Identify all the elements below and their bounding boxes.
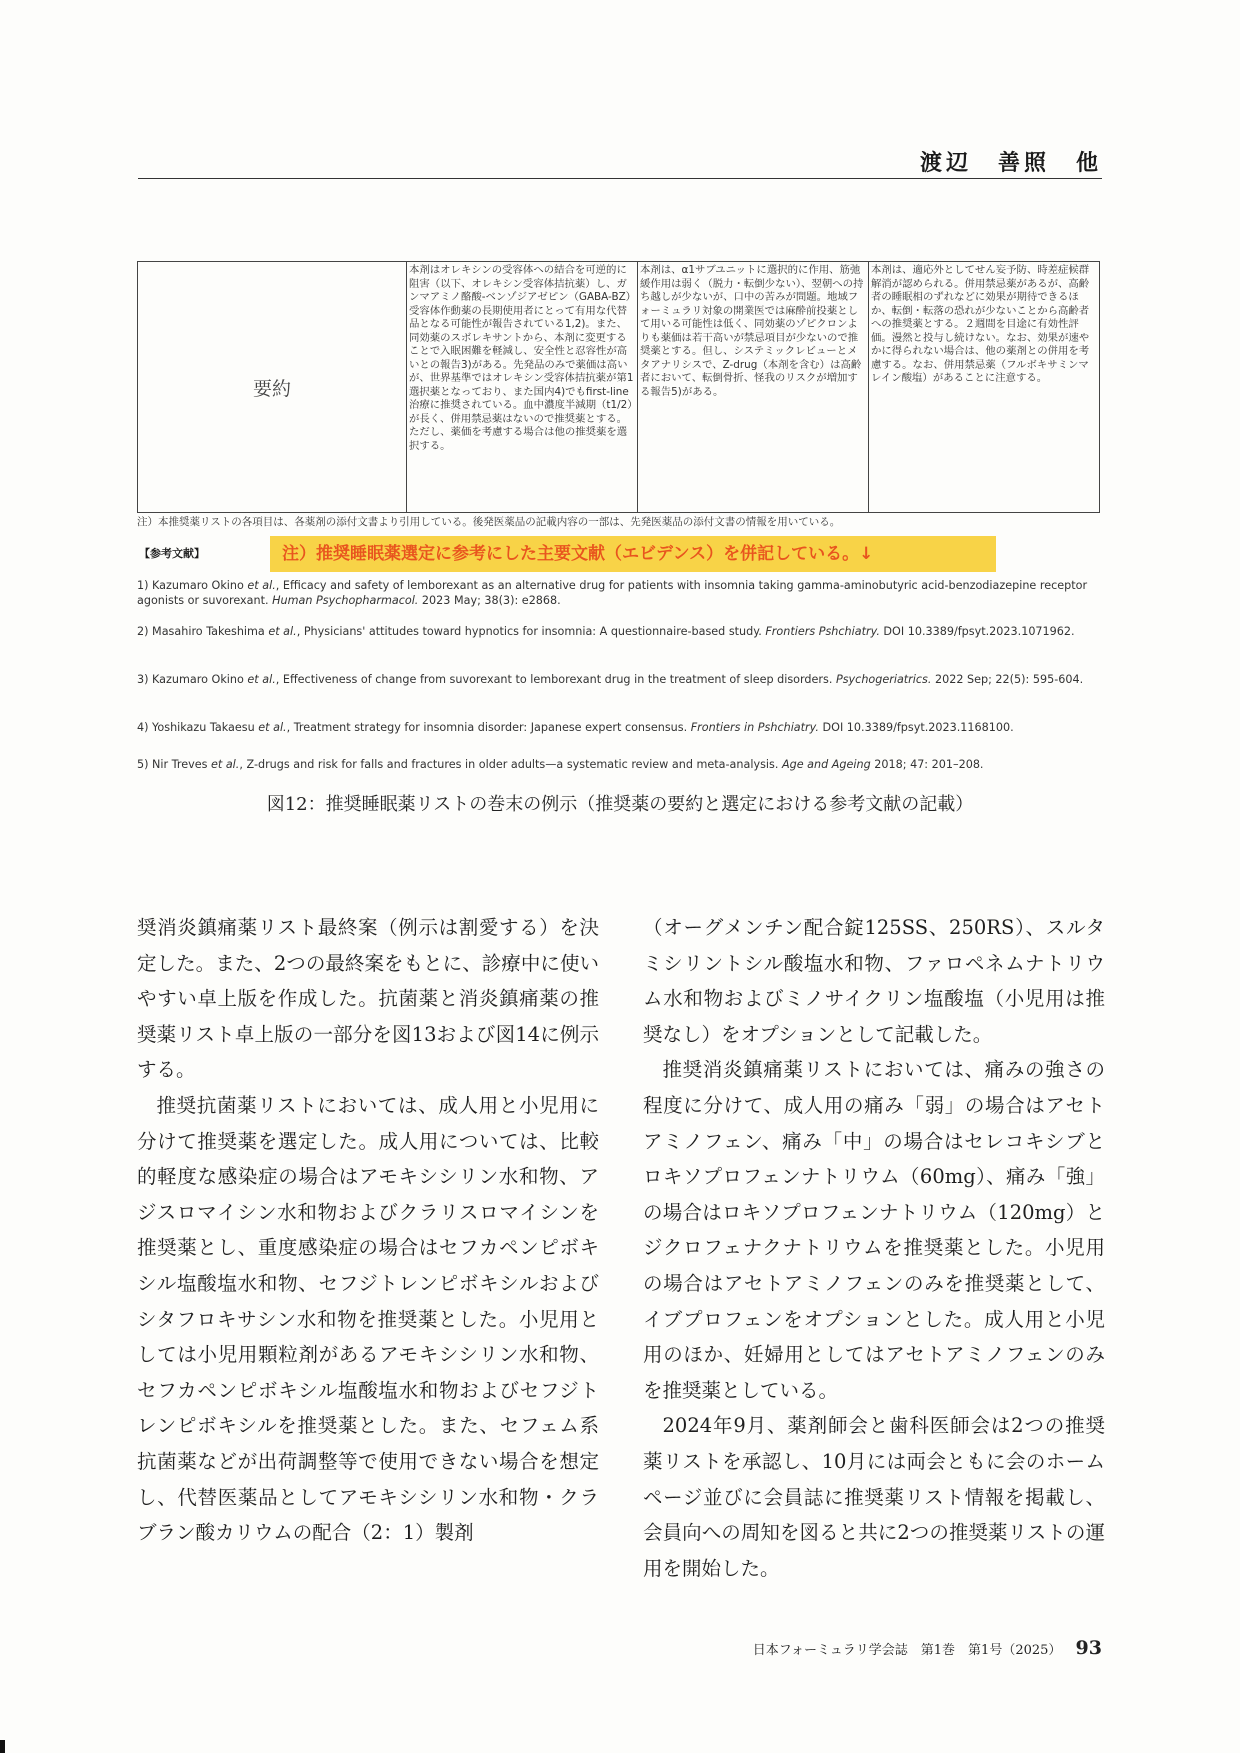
references-heading: 【参考文献】: [139, 547, 205, 560]
reference-item: 1) Kazumaro Okino et al., Efficacy and safety of lemborexant as an alternative drug for patients with insomnia taking gamma-aminobutyric acid-benzodiazepine receptor agonists or suvorexant. Human Psychopharmacol. 2023 May; 38(3): e2868.: [137, 579, 1088, 607]
references-highlight-note: 注）推奨睡眠薬選定に参考にした主要文献（エビデンス）を併記している。↓: [270, 536, 996, 572]
page-number: 93: [1075, 1637, 1102, 1659]
header-rule: [138, 178, 1102, 179]
figure-caption: 図12：推奨睡眠薬リストの巻末の例示（推奨薬の要約と選定における参考文献の記載）: [266, 794, 974, 815]
body-column-left: [137, 910, 599, 1551]
body-paragraph: 奨消炎鎮痛薬リスト最終案（例示は割愛する）を決定した。また、2つの最終案をもとに、診療中に使いやすい卓上版を作成した。抗菌薬と消炎鎮痛薬の推奨薬リスト卓上版の一部分を図13および図14に例示する。: [137, 916, 599, 1082]
table-note: 注）本推奨薬リストの各項目は、各薬剤の添付文書より引用している。後発医薬品の記載内容の一部は、先発医薬品の添付文書の情報を用いている。: [137, 516, 841, 528]
reference-item: 3) Kazumaro Okino et al., Effectiveness of change from suvorexant to lemborexant drug in the treatment of sleep disorders. Psychogeriatrics. 2022 Sep; 22(5): 595-604.: [137, 673, 1084, 686]
summary-table: [137, 261, 1100, 513]
summary-cell-lemborexant: 本剤はオレキシンの受容体への結合を可逆的に阻害（以下、オレキシン受容体拮抗薬）し、ガンマアミノ酪酸-ベンゾジアゼピン（GABA-BZ）受容体作動薬の長期使用者にとって有用な代替品となる可能性が報告されている1,2)。また、同効薬のスボレキサントから、本剤に変更することで入眠困難を軽減し、安全性と忍容性が高いとの報告3)がある。先発品のみで薬価は高いが、世界基準ではオレキシン受容体拮抗薬が第1選択薬となっており、また国内4)でもfirst-line治療に推奨されている。血中濃度半減期（t1/2）が長く、併用禁忌薬はないので推奨薬とする。ただし、薬価を考慮する場合は他の推奨薬を選択する。: [407, 262, 638, 513]
reference-item: 4) Yoshikazu Takaesu et al., Treatment strategy for insomnia disorder: Japanese expert consensus. Frontiers in Pshchiatry. DOI 10.3389/fpsyt.2023.1168100.: [137, 721, 1014, 734]
body-paragraph: 推奨消炎鎮痛薬リストにおいては、痛みの強さの程度に分けて、成人用の痛み「弱」の場合はアセトアミノフェン、痛み「中」の場合はセレコキシブとロキソプロフェンナトリウム（60mg）、痛み「強」の場合はロキソプロフェンナトリウム（120mg）とジクロフェナクナトリウムを推奨薬とした。小児用の場合はアセトアミノフェンのみを推奨薬として、イブプロフェンをオプションとした。成人用と小児用のほか、妊婦用としてはアセトアミノフェンのみを推奨薬としている。: [643, 1058, 1105, 1402]
author-header: 渡辺 善照 他: [919, 150, 1102, 176]
reference-item: 2) Masahiro Takeshima et al., Physicians' attitudes toward hypnotics for insomnia: A questionnaire-based study. Frontiers Pshchiatry. DOI 10.3389/fpsyt.2023.1071962.: [137, 625, 1075, 638]
body-paragraph: 2024年9月、薬剤師会と歯科医師会は2つの推奨薬リストを承認し、10月には両会ともに会のホームページ並びに会員誌に推奨薬リスト情報を掲載し、会員向への周知を図ると共に2つの推奨薬リストの運用を開始した。: [643, 1414, 1105, 1580]
summary-label: 要約: [138, 262, 407, 513]
page-footer: [753, 1637, 1102, 1659]
body-column-right: [643, 910, 1105, 1586]
reference-item: 5) Nir Treves et al., Z-drugs and risk for falls and fractures in older adults—a systematic review and meta-analysis. Age and Ageing 2018; 47: 201–208.: [137, 758, 984, 771]
summary-cell-ramelteon: 本剤は、適応外としてせん妄予防、時差症候群解消が認められる。併用禁忌薬があるが、高齢者の睡眠相のずれなどに効果が期待できるほか、転倒・転落の恐れが少ないことから高齢者への推奨薬とする。２週間を目途に有効性評価。漫然と投与し続けない。なお、効果が速やかに得られない場合は、他の薬剤との併用を考慮する。なお、併用禁忌薬（フルボキサミンマレイン酸塩）があることに注意する。: [869, 262, 1100, 513]
body-paragraph: 推奨抗菌薬リストにおいては、成人用と小児用に分けて推奨薬を選定した。成人用については、比較的軽度な感染症の場合はアモキシシリン水和物、アジスロマイシン水和物およびクラリスロマイシンを推奨薬とし、重度感染症の場合はセフカペンピボキシル塩酸塩水和物、セフジトレンピボキシルおよびシタフロキサシン水和物を推奨薬とした。小児用としては小児用顆粒剤があるアモキシシリン水和物、セフカペンピボキシル塩酸塩水和物およびセフジトレンピボキシルを推奨薬とした。また、セフェム系抗菌薬などが出荷調整等で使用できない場合を想定し、代替医薬品としてアモキシシリン水和物・クラブラン酸カリウムの配合（2：1）製剤: [137, 1093, 599, 1545]
summary-cell-zolpidem: 本剤は、α1サブユニットに選択的に作用、筋弛緩作用は弱く（脱力・転倒少ない）、翌朝への持ち越しが少ないが、口中の苦みが問題。地域フォーミュラリ対象の開業医では麻酔前投薬として用いる可能性は低く、同効薬のゾピクロンよりも薬価は若干高いが禁忌項目が少ないので推奨薬とする。但し、システミックレビューとメタアナリシスで、Z-drug（本剤を含む）は高齢者において、転倒骨折、怪我のリスクが増加する報告5)がある。: [638, 262, 869, 513]
body-paragraph: （オーグメンチン配合錠125SS、250RS）、スルタミシリントシル酸塩水和物、ファロペネムナトリウム水和物およびミノサイクリン塩酸塩（小児用は推奨なし）をオプションとして記載した。: [643, 916, 1105, 1046]
journal-info: 日本フォーミュラリ学会誌 第1巻 第1号（2025）: [752, 1643, 1062, 1658]
scan-corner-mark: [0, 1740, 5, 1753]
